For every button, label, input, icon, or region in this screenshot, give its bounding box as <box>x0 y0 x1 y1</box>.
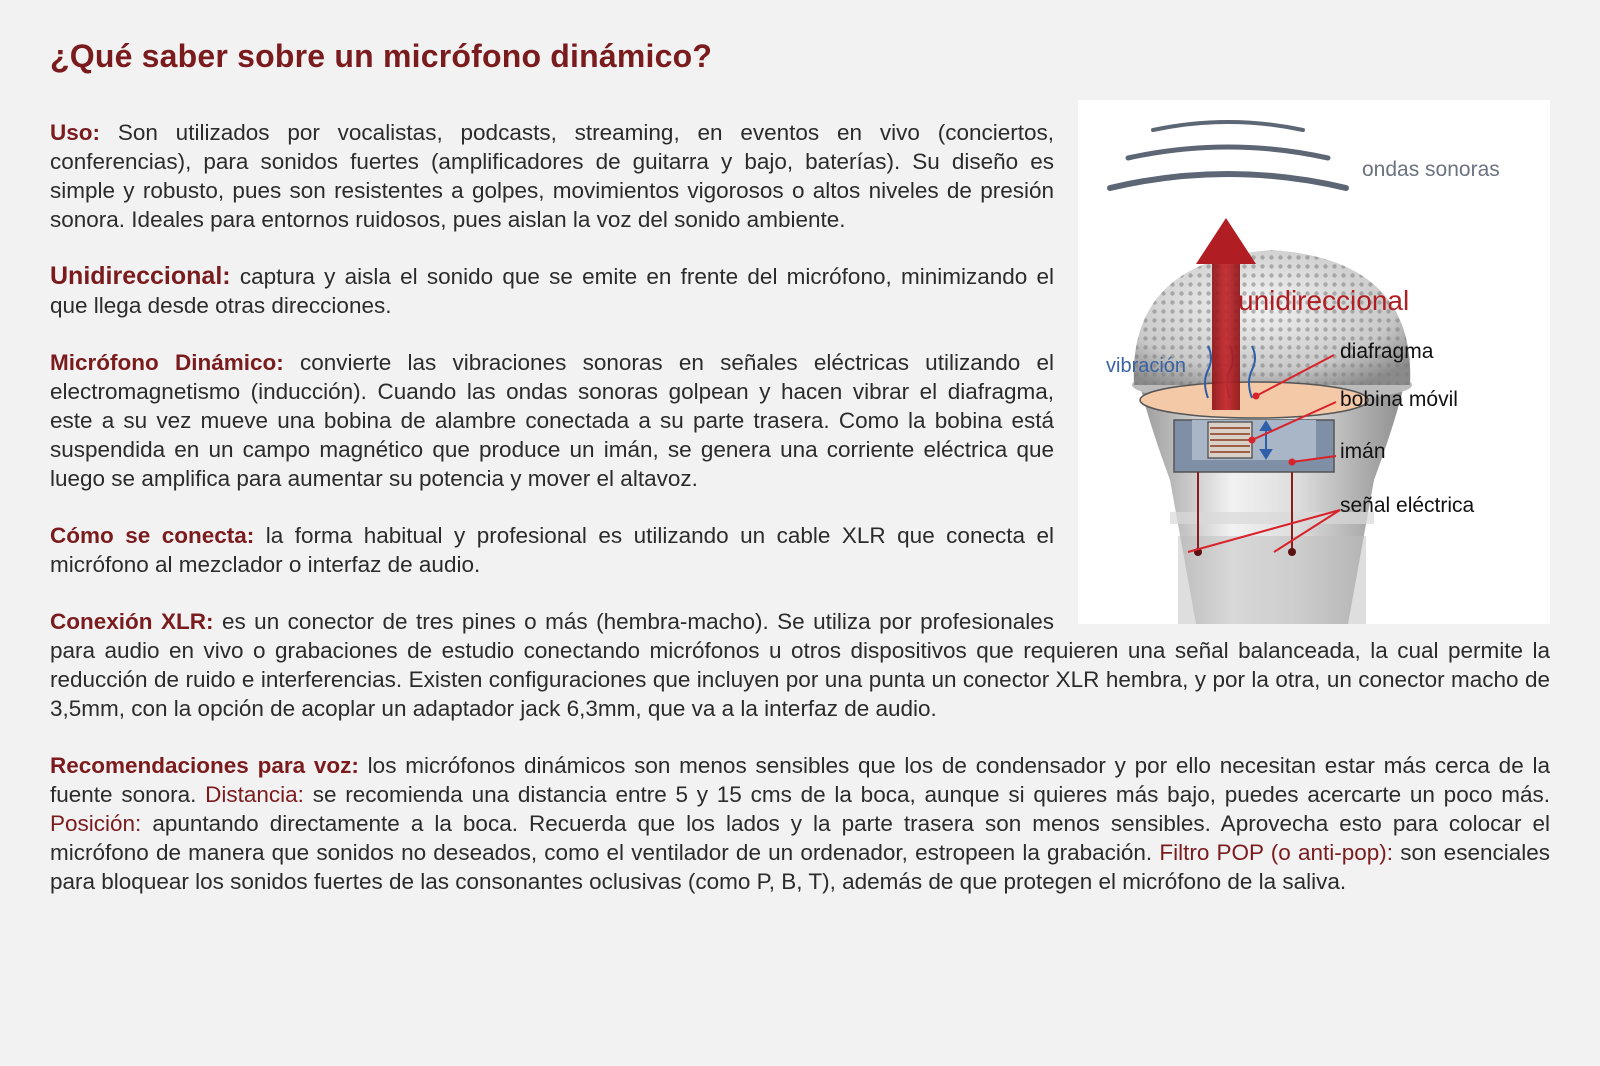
paragraph-voz <box>50 751 1550 896</box>
label-iman: imán <box>1340 440 1386 463</box>
label-bobina-movil: bobina móvil <box>1340 388 1458 411</box>
label-vibracion: vibración <box>1106 355 1187 377</box>
label-voz: Recomendaciones para voz: <box>50 753 359 778</box>
paragraph-xlr <box>50 607 1550 723</box>
text-voz-4: son esenciales para bloquear los sonidos fuertes de las consonantes oclusivas (como P, B, T), además de que protegen el micrófono de la saliva. <box>50 840 1550 894</box>
label-dinamico: Micrófono Dinámico: <box>50 350 284 375</box>
text-voz-2: se recomienda una distancia entre 5 y 15 cms de la boca, aunque si quieres más bajo, puedes acercarte un poco más. <box>303 782 1550 807</box>
label-diafragma: diafragma <box>1340 340 1434 363</box>
text-dinamico: convierte las vibraciones sonoras en señales eléctricas utilizando el electromagnetismo (inducción). Cuando las ondas sonoras golpean y hacen vibrar el diafragma, este a su vez mueve una bobina de alambre conectada a su parte trasera. Como la bobina está suspendida en un campo magnético que produce un imán, se genera una corriente eléctrica que luego se amplifica para aumentar su potencia y mover el altavoz. <box>50 350 1054 491</box>
label-uso: Uso: <box>50 120 100 145</box>
article-body <box>50 118 1550 924</box>
label-filtro-pop: Filtro POP (o anti-pop): <box>1159 840 1394 865</box>
text-voz-1: los micrófonos dinámicos son menos sensibles que los de condensador y por ello necesitan estar más cerca de la fuente sonora. <box>50 753 1550 807</box>
text-unidireccional: captura y aisla el sonido que se emite en frente del micrófono, minimizando el que llega desde otras direcciones. <box>50 264 1054 318</box>
label-unidireccional: unidireccional <box>1238 285 1410 316</box>
microphone-diagram-svg <box>1078 100 1550 624</box>
text-conecta: la forma habitual y profesional es utilizando un cable XLR que conecta el micrófono al mezclador o interfaz de audio. <box>50 523 1054 577</box>
label-ondas-sonoras: ondas sonoras <box>1362 158 1500 181</box>
label-distancia: Distancia: <box>205 782 304 807</box>
page-title: ¿Qué saber sobre un micrófono dinámico? <box>50 38 713 74</box>
text-uso: Son utilizados por vocalistas, podcasts, streaming, en eventos en vivo (conciertos, conferencias), para sonidos fuertes (amplificadores de guitarra y bajo, baterías). Su diseño es simple y robusto, pues son resistentes a golpes, movimientos vigorosos o altos niveles de presión sonora. Ideales para entornos ruidosos, pues aislan la voz del sonido ambiente. <box>50 120 1054 232</box>
text-xlr: es un conector de tres pines o más (hembra-macho). Se utiliza por profesionales para audio en vivo o grabaciones de estudio conectando micrófonos u otros dispositivos que requieren una señal balanceada, la cual permite la reducción de ruido e interferencias. Existen configuraciones que incluyen por una punta un conector XLR hembra, y por la otra, un conector macho de 3,5mm, con la opción de acoplar un adaptador jack 6,3mm, que va a la interfaz de audio. <box>50 609 1550 721</box>
text-voz-3: apuntando directamente a la boca. Recuerda que los lados y la parte trasera son menos sensibles. Aprovecha esto para colocar el micrófono de manera que sonidos no deseados, como el ventilador de un ordenador, estropeen la grabación. <box>50 811 1550 865</box>
diaphragm-shape <box>1140 382 1368 418</box>
label-senal-electrica: señal eléctrica <box>1340 494 1475 517</box>
label-conecta: Cómo se conecta: <box>50 523 255 548</box>
label-posicion: Posición: <box>50 811 142 836</box>
label-xlr: Conexión XLR: <box>50 609 214 634</box>
microphone-diagram <box>1078 100 1550 624</box>
label-unidireccional-section: Unidireccional: <box>50 262 231 290</box>
